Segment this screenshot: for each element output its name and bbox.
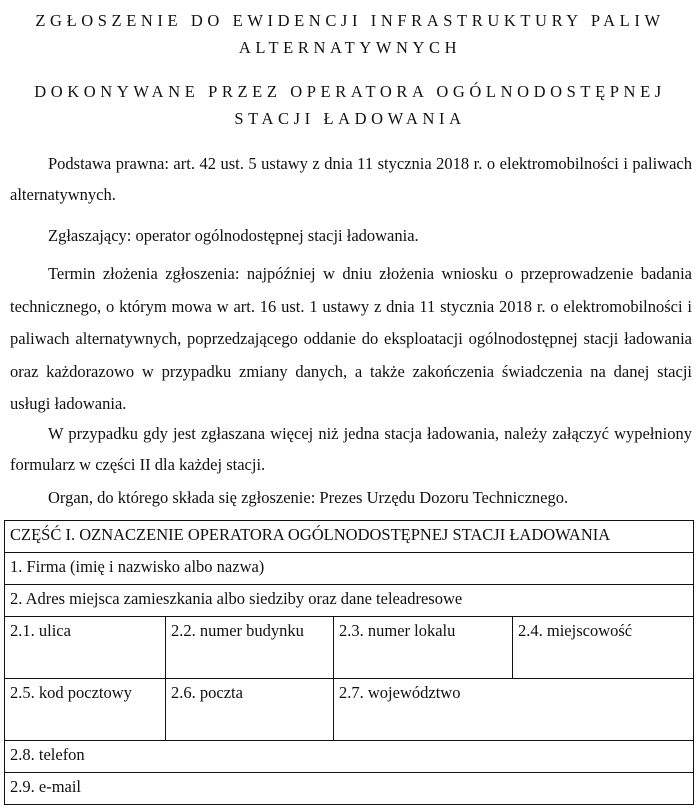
document-title: ZGŁOSZENIE DO EWIDENCJI INFRASTRUKTURY PALIW ALTERNATYWNYCH bbox=[35, 11, 665, 57]
city-field[interactable]: 2.4. miejscowość bbox=[513, 617, 694, 679]
legal-basis-paragraph: Podstawa prawna: art. 42 ust. 5 ustawy z dnia 11 stycznia 2018 r. o elektromobilności i paliwach alternatywnych. bbox=[10, 154, 692, 204]
operator-form-table bbox=[4, 520, 694, 805]
section-title-cell: CZĘŚĆ I. OZNACZENIE OPERATORA OGÓLNODOSTĘPNEJ STACJI ŁADOWANIA bbox=[5, 521, 694, 553]
street-field[interactable]: 2.1. ulica bbox=[5, 617, 166, 679]
post-office-field[interactable]: 2.6. poczta bbox=[166, 679, 334, 741]
voivodeship-field[interactable]: 2.7. województwo bbox=[334, 679, 694, 741]
applicant-paragraph: Zgłaszający: operator ogólnodostępnej stacji ładowania. bbox=[48, 226, 419, 245]
authority-paragraph: Organ, do którego składa się zgłoszenie: Prezes Urzędu Dozoru Technicznego. bbox=[48, 488, 569, 507]
phone-field[interactable]: 2.8. telefon bbox=[5, 741, 694, 773]
email-field[interactable]: 2.9. e-mail bbox=[5, 773, 694, 805]
company-name-field[interactable]: 1. Firma (imię i nazwisko albo nazwa) bbox=[5, 553, 694, 585]
apartment-number-field[interactable]: 2.3. numer lokalu bbox=[334, 617, 513, 679]
building-number-field[interactable]: 2.2. numer budynku bbox=[166, 617, 334, 679]
postal-code-field[interactable]: 2.5. kod pocztowy bbox=[5, 679, 166, 741]
multiple-stations-paragraph: W przypadku gdy jest zgłaszana więcej niż jedna stacja ładowania, należy załączyć wypełniony formularz w części II dla każdej stacji. bbox=[10, 424, 692, 474]
deadline-paragraph: Termin złożenia zgłoszenia: najpóźniej w dniu złożenia wniosku o przeprowadzenie badania technicznego, o którym mowa w art. 16 ust. 1 ustawy z dnia 11 stycznia 2018 r. o elektromobilności i paliwach alternatywnych, poprzedzającego oddanie do eksploatacji ogólnodostępnej stacji ładowania oraz każdorazowo w przypadku zmiany danych, a także zakończenia świadczenia na danej stacji usługi ładowania. bbox=[10, 264, 692, 413]
address-header-cell: 2. Adres miejsca zamieszkania albo siedziby oraz dane teleadresowe bbox=[5, 585, 694, 617]
document-subtitle: DOKONYWANE PRZEZ OPERATORA OGÓLNODOSTĘPNEJ STACJI ŁADOWANIA bbox=[34, 82, 666, 128]
